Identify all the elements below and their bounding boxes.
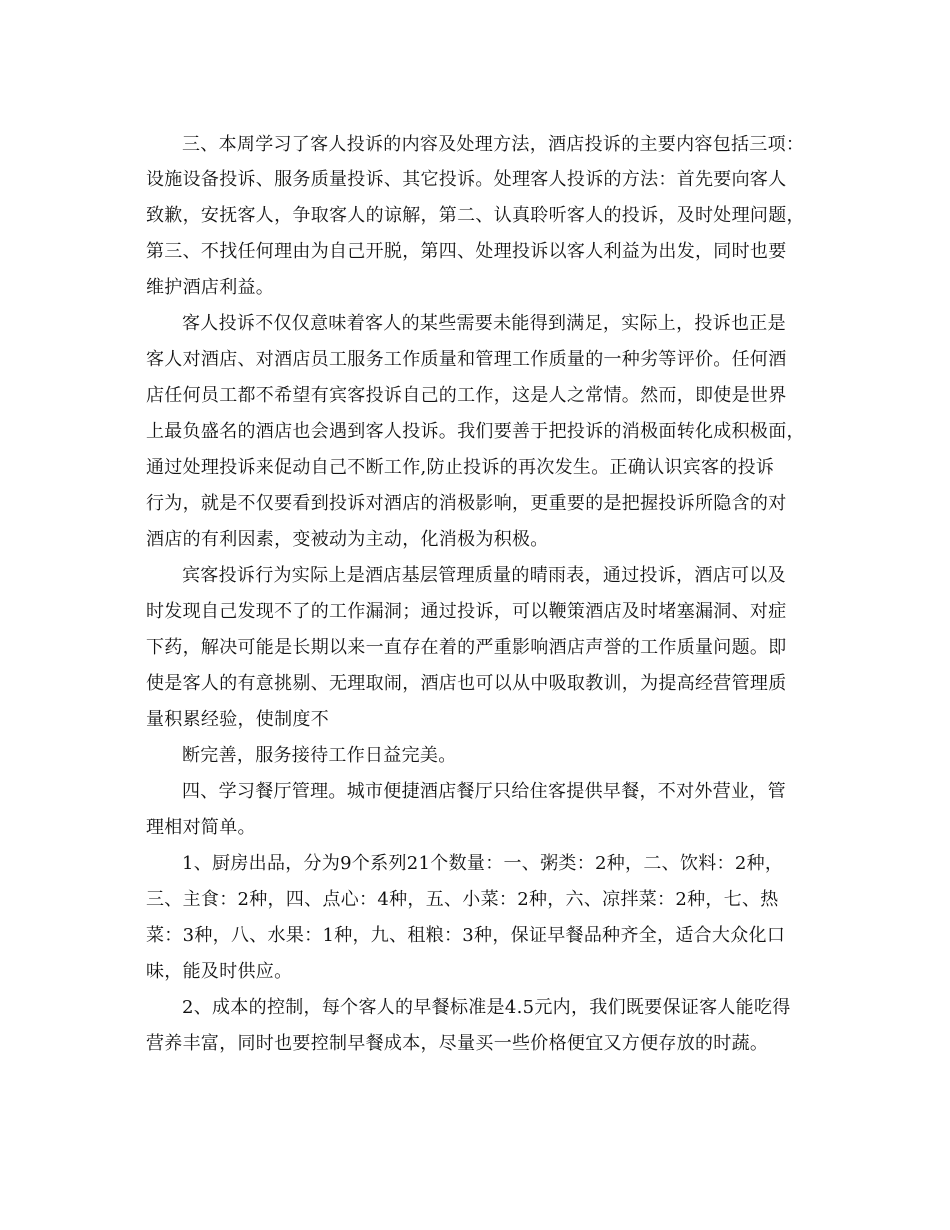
text-line: 营养丰富，同时也要控制早餐成本，尽量买一些价格便宜又方便存放的时蔬。 [146,1033,769,1054]
text-line: 2、成本的控制，每个客人的早餐标准是4.5元内，我们既要保证客人能吃得 [182,997,791,1018]
text-line: 味，能及时供应。 [146,961,293,982]
text-line: 通过处理投诉来促动自己不断工作,防止投诉的再次发生。正确认识宾客的投诉 [146,457,775,478]
text-line: 致歉，安抚客人，争取客人的谅解，第二、认真聆听客人的投诉，及时处理问题， [146,205,805,226]
text-line: 时发现自己发现不了的工作漏洞；通过投诉，可以鞭策酒店及时堵塞漏洞、对症 [146,601,787,622]
text-line: 下药，解决可能是长期以来一直存在着的严重影响酒店声誉的工作质量问题。即 [146,637,787,658]
text-line: 店任何员工都不希望有宾客投诉自己的工作，这是人之常情。然而，即使是世界 [146,385,787,406]
text-line: 宾客投诉行为实际上是酒店基层管理质量的晴雨表，通过投诉，酒店可以及 [182,565,786,586]
text-line: 断完善，服务接待工作日益完美。 [182,745,457,766]
text-line: 设施设备投诉、服务质量投诉、其它投诉。处理客人投诉的方法：首先要向客人 [146,169,787,190]
text-line: 行为，就是不仅要看到投诉对酒店的消极影响，更重要的是把握投诉所隐含的对 [146,493,787,514]
text-line: 菜：3种，八、水果：1种，九、租粮：3种，保证早餐品种齐全，适合大众化口 [146,925,786,946]
text-line: 1、厨房出品，分为9个系列21个数量：一、粥类：2种，二、饮料：2种， [182,853,784,874]
text-line: 第三、不找任何理由为自己开脱，第四、处理投诉以客人利益为出发，同时也要 [146,241,787,262]
text-line: 三、主食：2种，四、点心：4种，五、小菜：2种，六、凉拌菜：2种，七、热 [146,889,779,910]
text-line: 客人对酒店、对酒店员工服务工作质量和管理工作质量的一种劣等评价。任何酒 [146,349,787,370]
text-line: 上最负盛名的酒店也会遇到客人投诉。我们要善于把投诉的消极面转化成积极面， [146,421,805,442]
text-line: 客人投诉不仅仅意味着客人的某些需要未能得到满足，实际上，投诉也正是 [182,313,786,334]
text-line: 四、学习餐厅管理。城市便捷酒店餐厅只给住客提供早餐，不对外营业，管 [182,781,786,802]
text-line: 三、本周学习了客人投诉的内容及处理方法，酒店投诉的主要内容包括三项： [182,134,805,155]
text-line: 量积累经验，使制度不 [146,709,329,730]
text-line: 维护酒店利益。 [146,277,275,298]
text-line: 使是客人的有意挑剔、无理取闹，酒店也可以从中吸取教训，为提高经营管理质 [146,673,787,694]
text-line: 酒店的有利因素，变被动为主动，化消极为积极。 [146,529,549,550]
text-line: 理相对简单。 [146,817,256,838]
